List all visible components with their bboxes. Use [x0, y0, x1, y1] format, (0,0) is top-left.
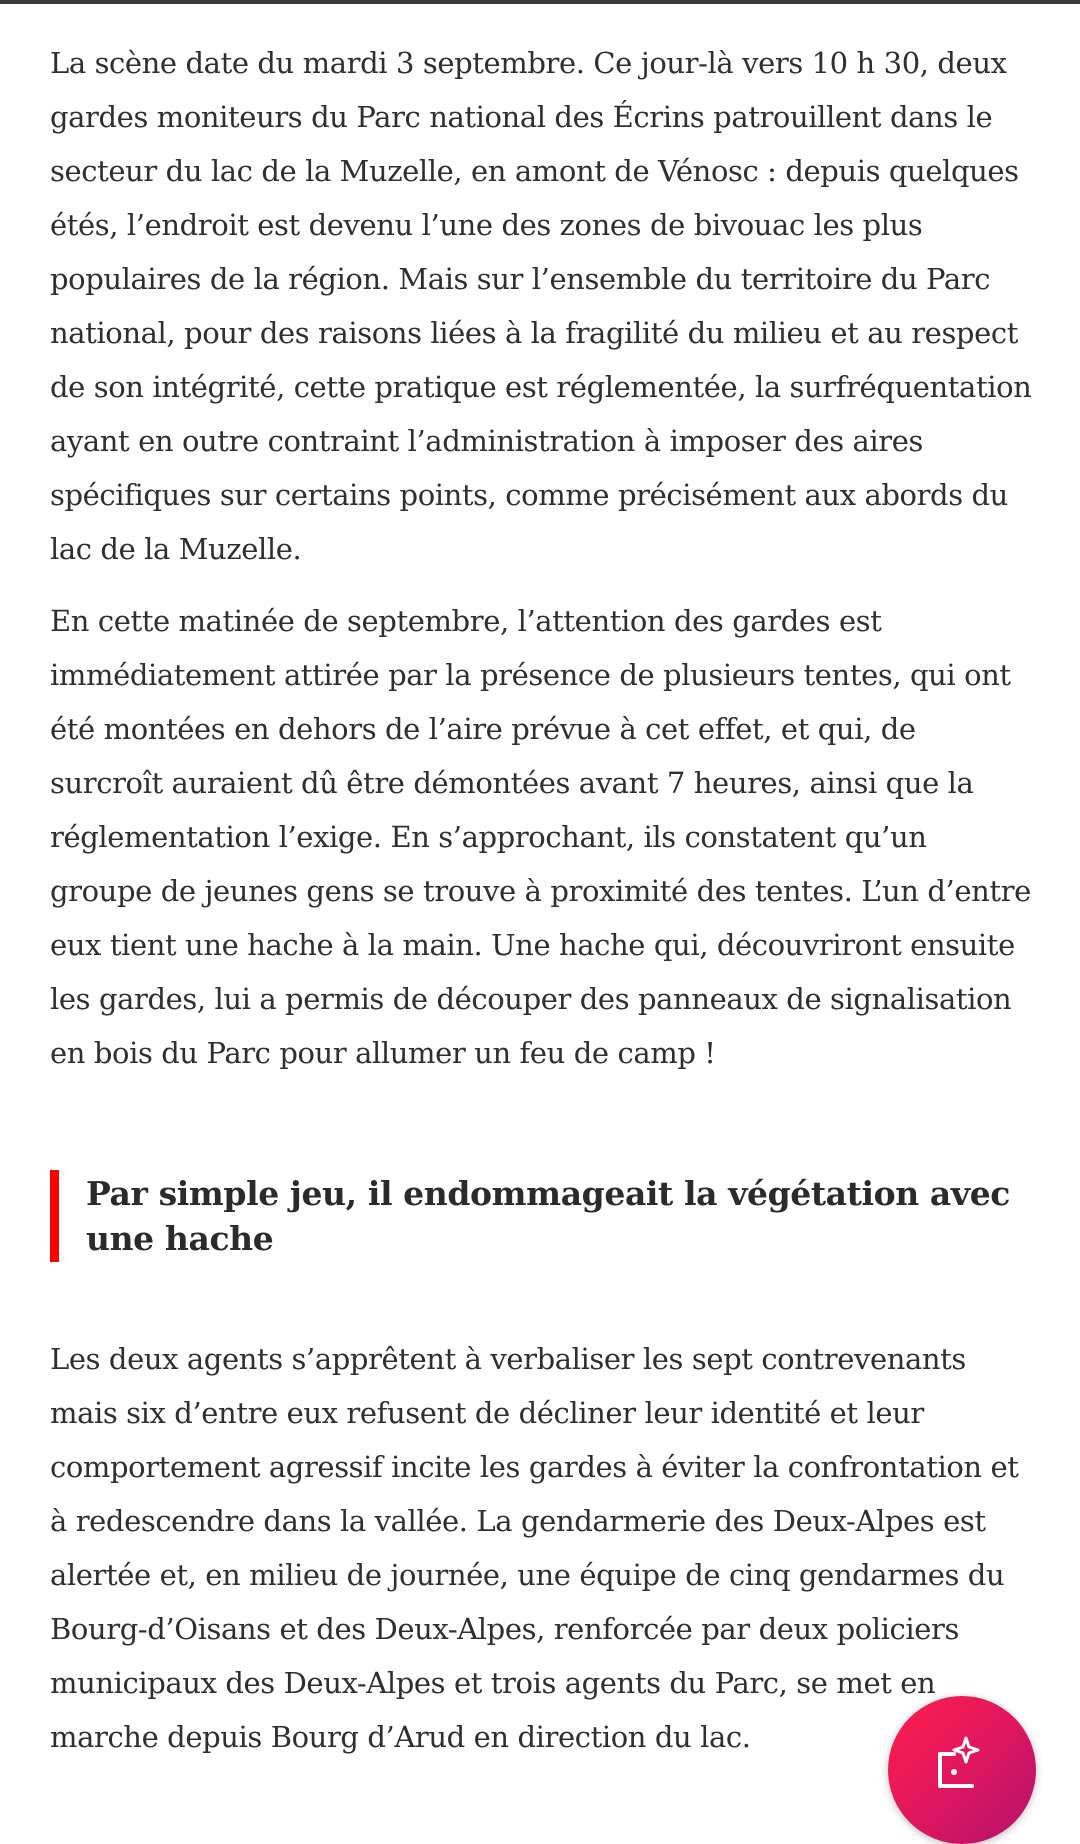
article-paragraph: La scène date du mardi 3 septembre. Ce jour-là vers 10 h 30, deux gardes moniteurs du Parc national des Écrins patrouillent dans le secteur du lac de la Muzelle, en amont de Vénosc : depuis quelques étés, l’endroit est devenu l’une des zones de bivouac les plus populaires de la région. Mais sur l’ensemble du territoire du Parc national, pour des raisons liées à la fragilité du milieu et au respect de son intégrité, cette pratique est réglementée, la surfréquentation ayant en outre contraint l’administration à imposer des aires spécifiques sur certains points, comme précisément aux abords du lac de la Muzelle. [50, 46, 1032, 566]
sparkle-edit-icon [932, 1734, 992, 1794]
floating-action-button[interactable] [888, 1696, 1036, 1844]
top-divider [0, 0, 1080, 4]
subheading-accent-bar [50, 1170, 59, 1262]
article-paragraph: En cette matinée de septembre, l’attention des gardes est immédiatement attirée par la présence de plusieurs tentes, qui ont été montées en dehors de l’aire prévue à cet effet, et qui, de surcroît auraient dû être démontées avant 7 heures, ainsi que la réglementation l’exige. En s’approchant, ils constatent qu’un groupe de jeunes gens se trouve à proximité des tentes. L’un d’entre eux tient une hache à la main. Une hache qui, découvriront ensuite les gardes, lui a permis de découper des panneaux de signalisation en bois du Parc pour allumer un feu de camp ! [50, 604, 1031, 1070]
article-subheading: Par simple jeu, il endommageait la végétation avec une hache [86, 1174, 1010, 1258]
article-body [50, 36, 1035, 1764]
article-subheading-block [50, 1170, 1035, 1262]
article-paragraph: Les deux agents s’apprêtent à verbaliser les sept contrevenants mais six d’entre eux refusent de décliner leur identité et leur comportement agressif incite les gardes à éviter la confrontation et à redescendre dans la vallée. La gendarmerie des Deux-Alpes est alertée et, en milieu de journée, une équipe de cinq gendarmes du Bourg-d’Oisans et des Deux-Alpes, renforcée par deux policiers municipaux des Deux-Alpes et trois agents du Parc, se met en marche depuis Bourg d’Arud en direction du lac. [50, 1342, 1019, 1754]
